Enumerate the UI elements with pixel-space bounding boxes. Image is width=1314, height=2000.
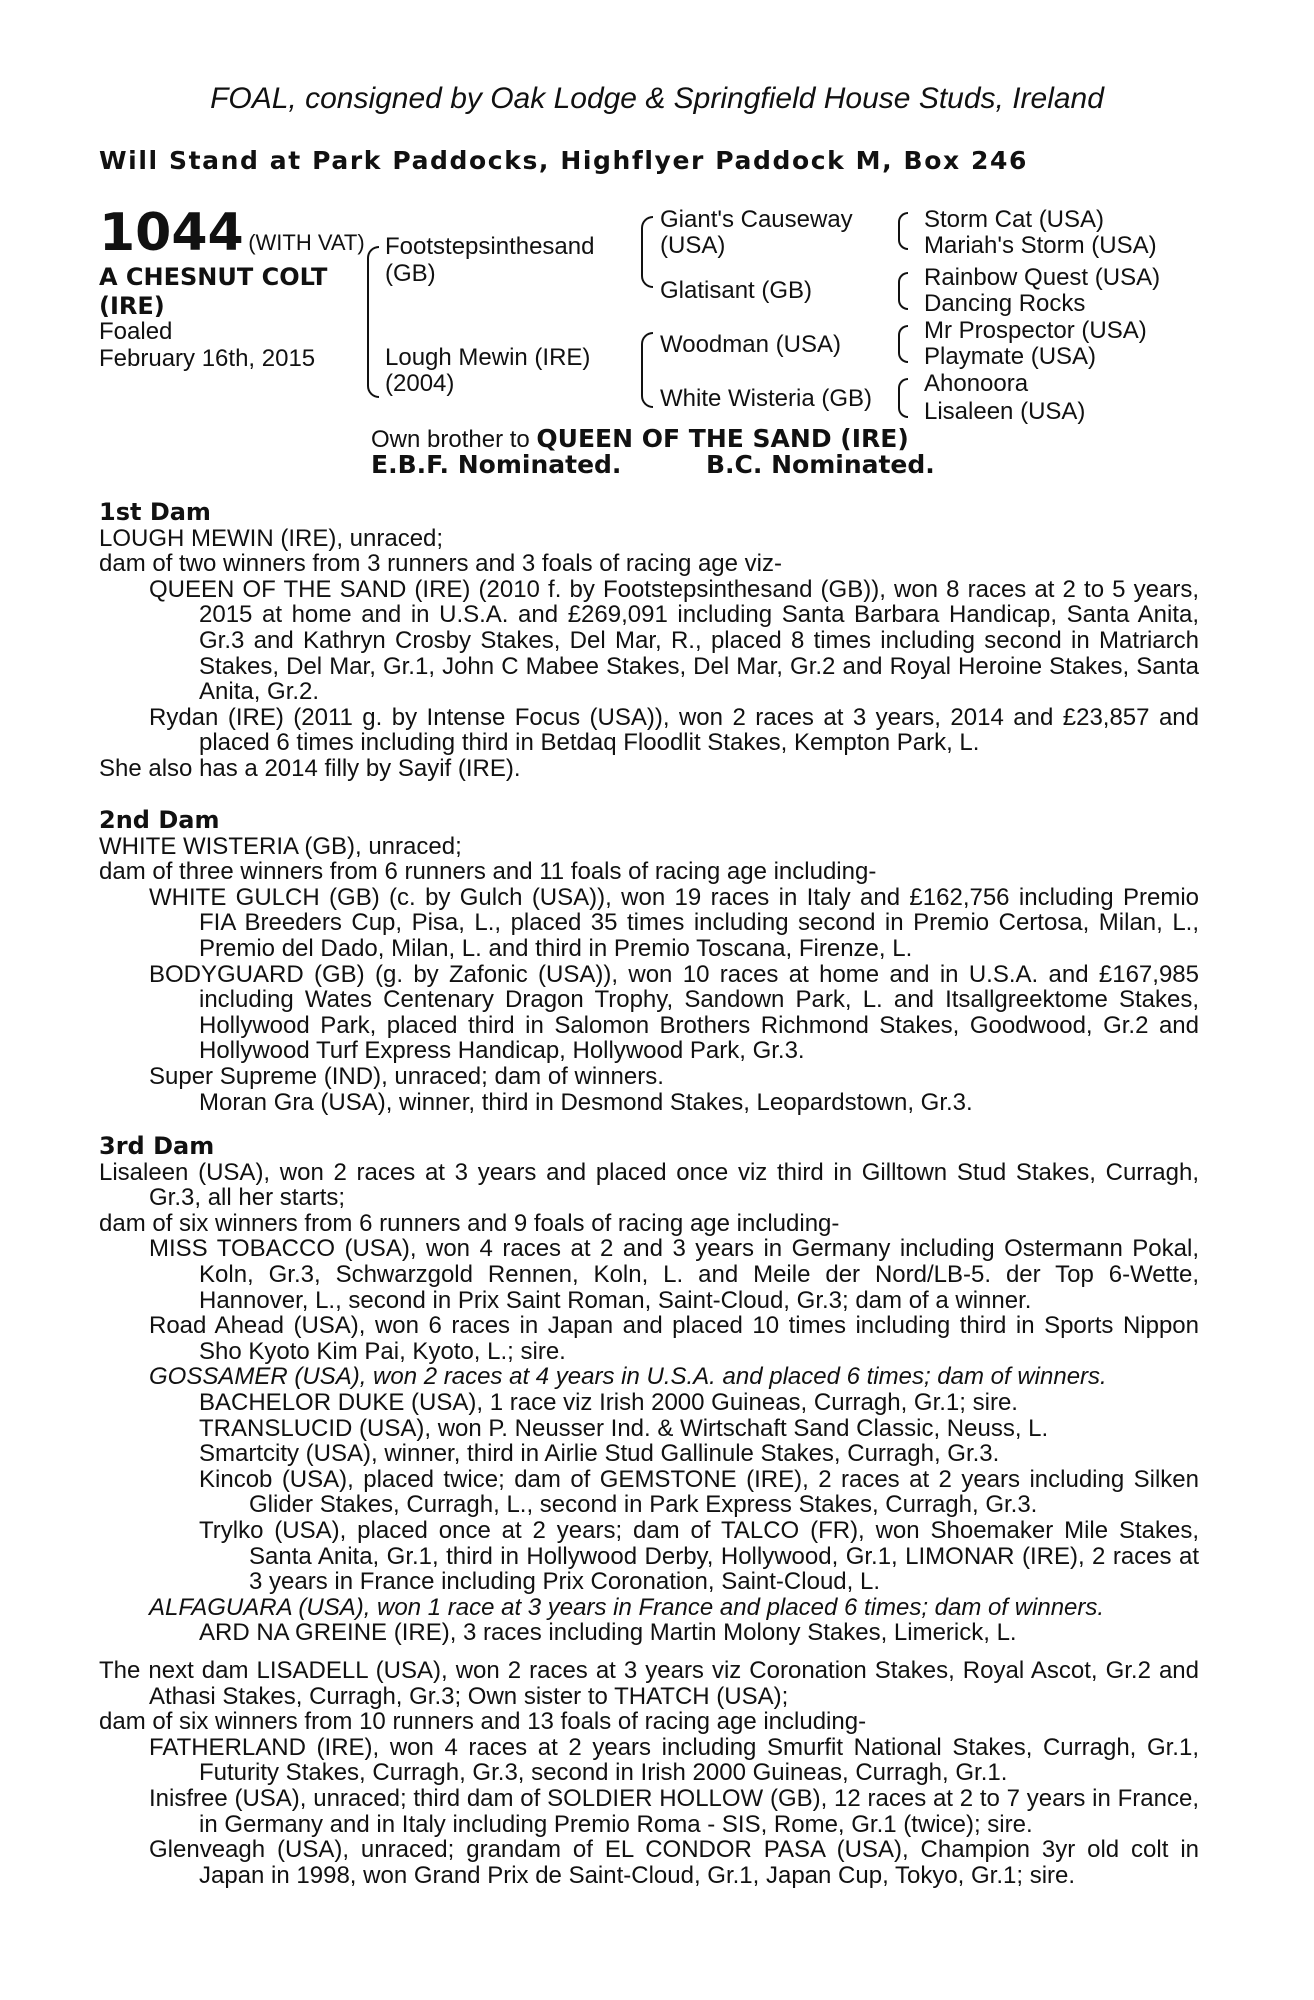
granddam-dam-side: White Wisteria (GB) — [660, 385, 873, 412]
pedigree-brace-sire — [641, 216, 653, 288]
ggs-ahonoora: Ahonoora — [924, 370, 1029, 397]
second-dam-produce: BODYGUARD (GB) (g. by Zafonic (USA)), won 10 races at home and in U.S.A. and £167,985 including Wates Centenary Dragon Trophy, Sandown Park, L. and Itsallgreektome Stakes, Hollywood Park, placed third in Salomon Brothers Richmond Stakes, Goodwood, Gr.2 and Hollywood Turf Express Handicap, Hollywood Park, Gr.3. — [149, 960, 1199, 1065]
next-dam-produce: Inisfree (USA), unraced; third dam of SOLDIER HOLLOW (GB), 12 races at 2 to 7 years in France, in Germany and in Italy including Premio Roma - SIS, Rome, Gr.1 (twice); sire. — [149, 1784, 1199, 1838]
ggs-dancing-rocks: Dancing Rocks — [924, 290, 1086, 317]
third-dam-grandproduce: ARD NA GREINE (IRE), 3 races including Martin Molony Stakes, Limerick, L. — [199, 1619, 1017, 1647]
third-dam-heading: 3rd Dam — [99, 1132, 215, 1160]
pedigree-brace-g1 — [898, 212, 908, 250]
foaled-date: February 16th, 2015 — [99, 345, 316, 372]
stand-location: Will Stand at Park Paddocks, Highflyer Paddock M, Box 246 — [99, 146, 1029, 175]
third-dam-grandproduce: TRANSLUCID (USA), won P. Neusser Ind. & Wirtschaft Sand Classic, Neuss, L. — [199, 1414, 1049, 1442]
granddam-sire-side: Glatisant (GB) — [660, 277, 813, 304]
grandsire-dam-side: Woodman (USA) — [660, 331, 841, 358]
third-dam-produce: ALFAGUARA (USA), won 1 race at 3 years in France and placed 6 times; dam of winners. — [149, 1593, 1105, 1621]
ggs-lisaleen: Lisaleen (USA) — [924, 398, 1086, 425]
third-dam-produce: MISS TOBACCO (USA), won 4 races at 2 and 3 years in Germany including Ostermann Pokal, Koln, Gr.3, Schwarzgold Rennen, Koln, L. and Meile der Nord/LB-5. der Top 6-Wette, Hannover, L., second in Prix Saint Roman, Saint-Cloud, Gr.3; dam of a winner. — [149, 1235, 1199, 1314]
second-dam-produce: WHITE GULCH (GB) (c. by Gulch (USA)), won 19 races in Italy and £162,756 including Premio FIA Breeders Cup, Pisa, L., placed 35 times including second in Premio Certosa, Milan, L., Premio del Dado, Milan, L. and third in Premio Toscana, Firenze, L. — [149, 883, 1199, 962]
second-dam-line: WHITE WISTERIA (GB), unraced; — [99, 832, 462, 860]
grandsire-country: (USA) — [660, 232, 726, 259]
dam-name: Lough Mewin (IRE) — [385, 344, 591, 371]
lot-description-country: (IRE) — [99, 292, 165, 320]
ggs-rainbow-quest: Rainbow Quest (USA) — [924, 264, 1161, 291]
lot-number: 1044 — [99, 203, 244, 263]
first-dam-line: She also has a 2014 filly by Sayif (IRE). — [99, 754, 521, 782]
lot-description: A CHESNUT COLT — [99, 263, 328, 291]
third-dam-grandproduce: Smartcity (USA), winner, third in Airlie Stud Gallinule Stakes, Curragh, Gr.3. — [199, 1440, 1000, 1468]
consignment-line: FOAL, consigned by Oak Lodge & Springfield House Studs, Ireland — [210, 82, 1104, 115]
ggs-storm-cat: Storm Cat (USA) — [924, 206, 1105, 233]
pedigree-brace-g2 — [898, 272, 908, 310]
third-dam-produce: Road Ahead (USA), won 6 races in Japan and placed 10 times including third in Sports Nippon Sho Kyoto Kim Pai, Kyoto, L.; sire. — [149, 1312, 1199, 1365]
grandsire-name: Giant's Causeway — [660, 206, 853, 233]
pedigree-brace-dam — [641, 332, 653, 408]
lot-number-row — [99, 203, 365, 263]
first-dam-line: LOUGH MEWIN (IRE), unraced; — [99, 524, 444, 552]
own-brother-name: QUEEN OF THE SAND (IRE) — [536, 424, 909, 453]
next-dam-produce: FATHERLAND (IRE), won 4 races at 2 years including Smurfit National Stakes, Curragh, Gr.1, Futurity Stakes, Curragh, Gr.3, second in Irish 2000 Guineas, Curragh, Gr.1. — [149, 1733, 1199, 1787]
second-dam-line: dam of three winners from 6 runners and 11 foals of racing age including- — [99, 858, 877, 886]
foaled-label: Foaled — [99, 318, 173, 345]
own-brother-prefix: Own brother to — [371, 426, 537, 453]
second-dam-section — [99, 808, 1199, 1115]
first-dam-heading: 1st Dam — [99, 498, 211, 526]
first-dam-section — [99, 500, 1199, 782]
ggs-mariahs-storm: Mariah's Storm (USA) — [924, 232, 1157, 259]
third-dam-grandproduce: BACHELOR DUKE (USA), 1 race viz Irish 2000 Guineas, Curragh, Gr.1; sire. — [199, 1388, 1018, 1416]
next-dam-produce: Glenveagh (USA), unraced; grandam of EL CONDOR PASA (USA), Champion 3yr old colt in Japan in 1998, won Grand Prix de Saint-Cloud, Gr.1, Japan Cup, Tokyo, Gr.1; sire. — [149, 1836, 1199, 1889]
third-dam-line: Lisaleen (USA), won 2 races at 3 years and placed once viz third in Gilltown Stud Stakes, Curragh, Gr.3, all her starts; — [99, 1158, 1199, 1212]
pedigree-brace-main — [367, 246, 379, 398]
sire-country: (GB) — [385, 260, 436, 287]
sire-name: Footstepsinthesand — [385, 233, 595, 260]
first-dam-line: dam of two winners from 3 runners and 3 foals of racing age viz- — [99, 550, 782, 578]
third-dam-line: dam of six winners from 6 runners and 9 foals of racing age including- — [99, 1209, 840, 1237]
third-dam-section — [99, 1134, 1199, 1646]
next-dam-line: The next dam LISADELL (USA), won 2 races at 3 years viz Coronation Stakes, Royal Ascot, Gr.2 and Athasi Stakes, Curragh, Gr.3; Own sister to THATCH (USA); — [99, 1657, 1199, 1710]
first-dam-produce: Rydan (IRE) (2011 g. by Intense Focus (USA)), won 2 races at 3 years, 2014 and £23,857 and placed 6 times including third in Betdaq Floodlit Stakes, Kempton Park, L. — [149, 703, 1199, 757]
ggs-mr-prospector: Mr Prospector (USA) — [924, 317, 1147, 344]
pedigree-brace-g4 — [898, 378, 908, 418]
ggs-playmate: Playmate (USA) — [924, 343, 1097, 370]
ebf-nominated: E.B.F. Nominated. — [371, 450, 622, 479]
next-dam-section — [99, 1658, 1199, 1888]
bc-nominated: B.C. Nominated. — [706, 450, 935, 479]
second-dam-produce: Super Supreme (IND), unraced; dam of winners. — [149, 1062, 664, 1090]
third-dam-grandproduce: Kincob (USA), placed twice; dam of GEMSTONE (IRE), 2 races at 2 years including Silken Glider Stakes, Curragh, L., second in Park Express Stakes, Curragh, Gr.3. — [199, 1465, 1199, 1519]
next-dam-line: dam of six winners from 10 runners and 13 foals of racing age including- — [99, 1708, 867, 1736]
third-dam-produce: GOSSAMER (USA), won 2 races at 4 years in U.S.A. and placed 6 times; dam of winners. — [149, 1363, 1107, 1391]
second-dam-heading: 2nd Dam — [99, 806, 220, 834]
pedigree-brace-g3 — [898, 325, 908, 363]
dam-year: (2004) — [385, 370, 455, 397]
second-dam-produce: Moran Gra (USA), winner, third in Desmond Stakes, Leopardstown, Gr.3. — [199, 1088, 973, 1116]
first-dam-produce: QUEEN OF THE SAND (IRE) (2010 f. by Footstepsinthesand (GB)), won 8 races at 2 to 5 years, 2015 at home and in U.S.A. and £269,091 including Santa Barbara Handicap, Santa Anita, Gr.3 and Kathryn Crosby Stakes, Del Mar, R., placed 8 times including second in Matriarch Stakes, Del Mar, Gr.1, John C Mabee Stakes, Del Mar, Gr.2 and Royal Heroine Stakes, Santa Anita, Gr.2. — [149, 575, 1199, 706]
vat-note: (WITH VAT) — [248, 230, 365, 255]
third-dam-grandproduce: Trylko (USA), placed once at 2 years; dam of TALCO (FR), won Shoemaker Mile Stakes, Santa Anita, Gr.1, third in Hollywood Derby, Hollywood, Gr.1, LIMONAR (IRE), 2 races at 3 years in France including Prix Coronation, Saint-Cloud, L. — [199, 1516, 1199, 1596]
